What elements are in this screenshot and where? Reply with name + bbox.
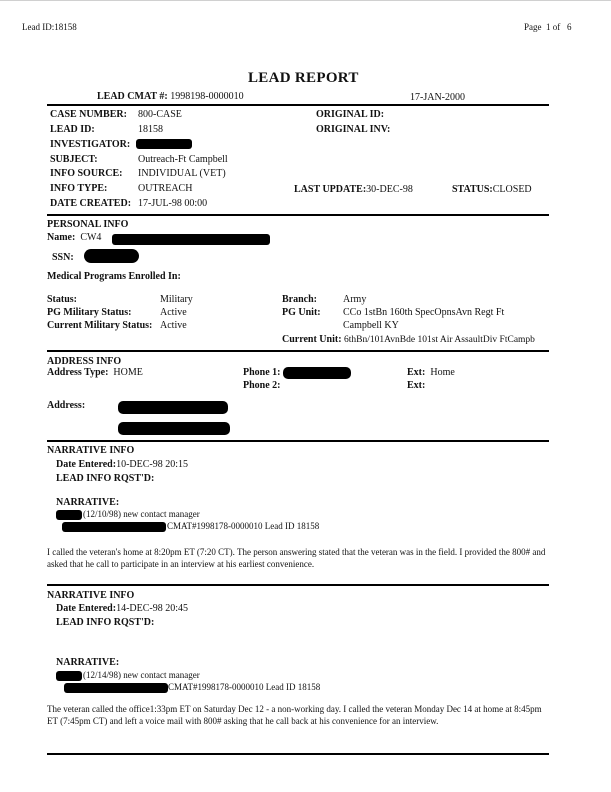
date-entered-label: Date Entered: <box>56 603 117 614</box>
original-id-label: ORIGINAL ID: <box>316 109 385 120</box>
original-inv-label: ORIGINAL INV: <box>316 124 391 135</box>
narrative-label: NARRATIVE: <box>56 657 120 668</box>
narrative-cmat-redaction <box>64 683 168 693</box>
narrative-author-redaction <box>56 510 82 520</box>
narrative-heading: NARRATIVE INFO <box>47 590 135 601</box>
narrative-body: I called the veteran's home at 8:20pm ET (7:20 CT). The person answering stated that the veteran was in the field. I provided the 800# and asked that he call to participate in an interview at his earliest convenience. <box>47 547 546 569</box>
narrative-entry-line: (12/14/98) new contact manager <box>83 670 200 680</box>
lead-id-label: LEAD ID: <box>50 124 95 135</box>
info-type-label: INFO TYPE: <box>50 183 108 194</box>
divider <box>47 584 549 586</box>
address-label: Address: <box>47 400 86 411</box>
current-status-label: Current Military Status: <box>47 320 153 331</box>
ext1-value: Home <box>430 367 455 378</box>
page-total: 6 <box>567 22 572 32</box>
lead-rqst-label: LEAD INFO RQST'D: <box>56 473 155 484</box>
pg-unit-value-1: CCo 1stBn 160th SpecOpnsAvn Regt Ft <box>343 307 505 318</box>
current-status-value: Active <box>160 320 187 331</box>
last-update <box>294 184 413 195</box>
ssn-label: SSN: <box>52 252 74 263</box>
narrative-label: NARRATIVE: <box>56 497 120 508</box>
cmat-value: 1998198-0000010 <box>170 91 244 102</box>
last-update-label: LAST UPDATE: <box>294 184 367 195</box>
narrative-cmat-redaction <box>62 522 166 532</box>
date-entered-value: 14-DEC-98 20:45 <box>116 603 189 614</box>
case-number-value: 800-CASE <box>138 109 182 120</box>
name-prefix: CW4 <box>80 232 102 243</box>
ssn-redaction <box>84 249 139 263</box>
name-redaction <box>112 234 270 245</box>
date-created-label: DATE CREATED: <box>50 198 132 209</box>
name-label: Name: <box>47 232 76 243</box>
pg-unit-label: PG Unit: <box>282 307 321 318</box>
header-lead-id <box>22 22 77 32</box>
divider <box>47 104 549 106</box>
ext2-label: Ext: <box>407 380 426 391</box>
cmat-line <box>97 91 244 102</box>
branch-value: Army <box>343 294 367 305</box>
info-source-label: INFO SOURCE: <box>50 168 123 179</box>
address-type-label: Address Type: <box>47 367 109 378</box>
military-status-label: Status: <box>47 294 78 305</box>
military-status-value: Military <box>160 294 193 305</box>
date-entered-value: 10-DEC-98 20:15 <box>116 459 189 470</box>
medical-label: Medical Programs Enrolled In: <box>47 271 181 282</box>
narrative-cmat-line: CMAT#1998178-0000010 Lead ID 18158 <box>168 682 321 692</box>
date-entered <box>56 603 188 614</box>
address-heading: ADDRESS INFO <box>47 356 122 367</box>
pg-status-label: PG Military Status: <box>47 307 132 318</box>
header-lead-id-label: Lead ID: <box>22 22 55 32</box>
page-label: Page <box>524 22 542 32</box>
narrative-entry-line: (12/10/98) new contact manager <box>83 509 200 519</box>
divider <box>47 440 549 442</box>
info-type-value: OUTREACH <box>138 183 193 194</box>
narrative-body: The veteran called the office1:33pm ET on Saturday Dec 12 - a non-working day. I called the veteran Monday Dec 14 at home at 8:45pm ET (7:45pm CT) and left a voice mail with 800# asking that he call back at his convenience for an interview. <box>47 704 542 726</box>
address-redaction-1 <box>118 401 228 414</box>
phone1-redaction <box>283 367 351 379</box>
report-title: LEAD REPORT <box>248 70 359 86</box>
current-unit <box>282 334 535 345</box>
narrative-author-redaction <box>56 671 82 681</box>
status-label: STATUS: <box>452 184 493 195</box>
pg-unit-value-2: Campbell KY <box>343 320 399 331</box>
cmat-label: LEAD CMAT #: <box>97 91 168 102</box>
page-number: 1 <box>546 22 551 32</box>
personal-heading: PERSONAL INFO <box>47 219 129 230</box>
branch-label: Branch: <box>282 294 317 305</box>
last-update-value: 30-DEC-98 <box>366 184 413 195</box>
ext1-label: Ext: <box>407 367 426 378</box>
info-source-value: INDIVIDUAL (VET) <box>138 168 226 179</box>
divider <box>47 214 549 216</box>
current-unit-label: Current Unit: <box>282 334 342 345</box>
phone1-label: Phone 1: <box>243 367 281 378</box>
address-redaction-2 <box>118 422 230 435</box>
current-unit-value: 6thBn/101AvnBde 101st Air AssaultDiv FtCampb <box>344 335 535 345</box>
subject-value: Outreach-Ft Campbell <box>138 154 228 165</box>
subject-label: SUBJECT: <box>50 154 98 165</box>
page-of: of <box>552 22 561 32</box>
case-number-label: CASE NUMBER: <box>50 109 127 120</box>
page-indicator <box>524 22 572 32</box>
ext1 <box>407 367 455 378</box>
header-lead-id-value: 18158 <box>54 22 77 32</box>
date-entered <box>56 459 188 470</box>
name-row <box>47 232 101 243</box>
address-type-value: HOME <box>113 367 143 378</box>
report-date: 17-JAN-2000 <box>410 92 465 103</box>
divider <box>47 753 549 755</box>
pg-status-value: Active <box>160 307 187 318</box>
divider <box>47 350 549 352</box>
narrative-heading: NARRATIVE INFO <box>47 445 135 456</box>
narrative-cmat-line: CMAT#1998178-0000010 Lead ID 18158 <box>167 521 320 531</box>
date-created-value: 17-JUL-98 00:00 <box>138 198 208 209</box>
phone2-label: Phone 2: <box>243 380 281 391</box>
address-type <box>47 367 143 378</box>
investigator-label: INVESTIGATOR: <box>50 139 131 150</box>
status <box>452 184 532 195</box>
lead-rqst-label: LEAD INFO RQST'D: <box>56 617 155 628</box>
scan-edge <box>0 0 611 1</box>
investigator-redaction <box>136 139 192 149</box>
status-value: CLOSED <box>492 184 532 195</box>
date-entered-label: Date Entered: <box>56 459 117 470</box>
lead-id-value: 18158 <box>138 124 163 135</box>
